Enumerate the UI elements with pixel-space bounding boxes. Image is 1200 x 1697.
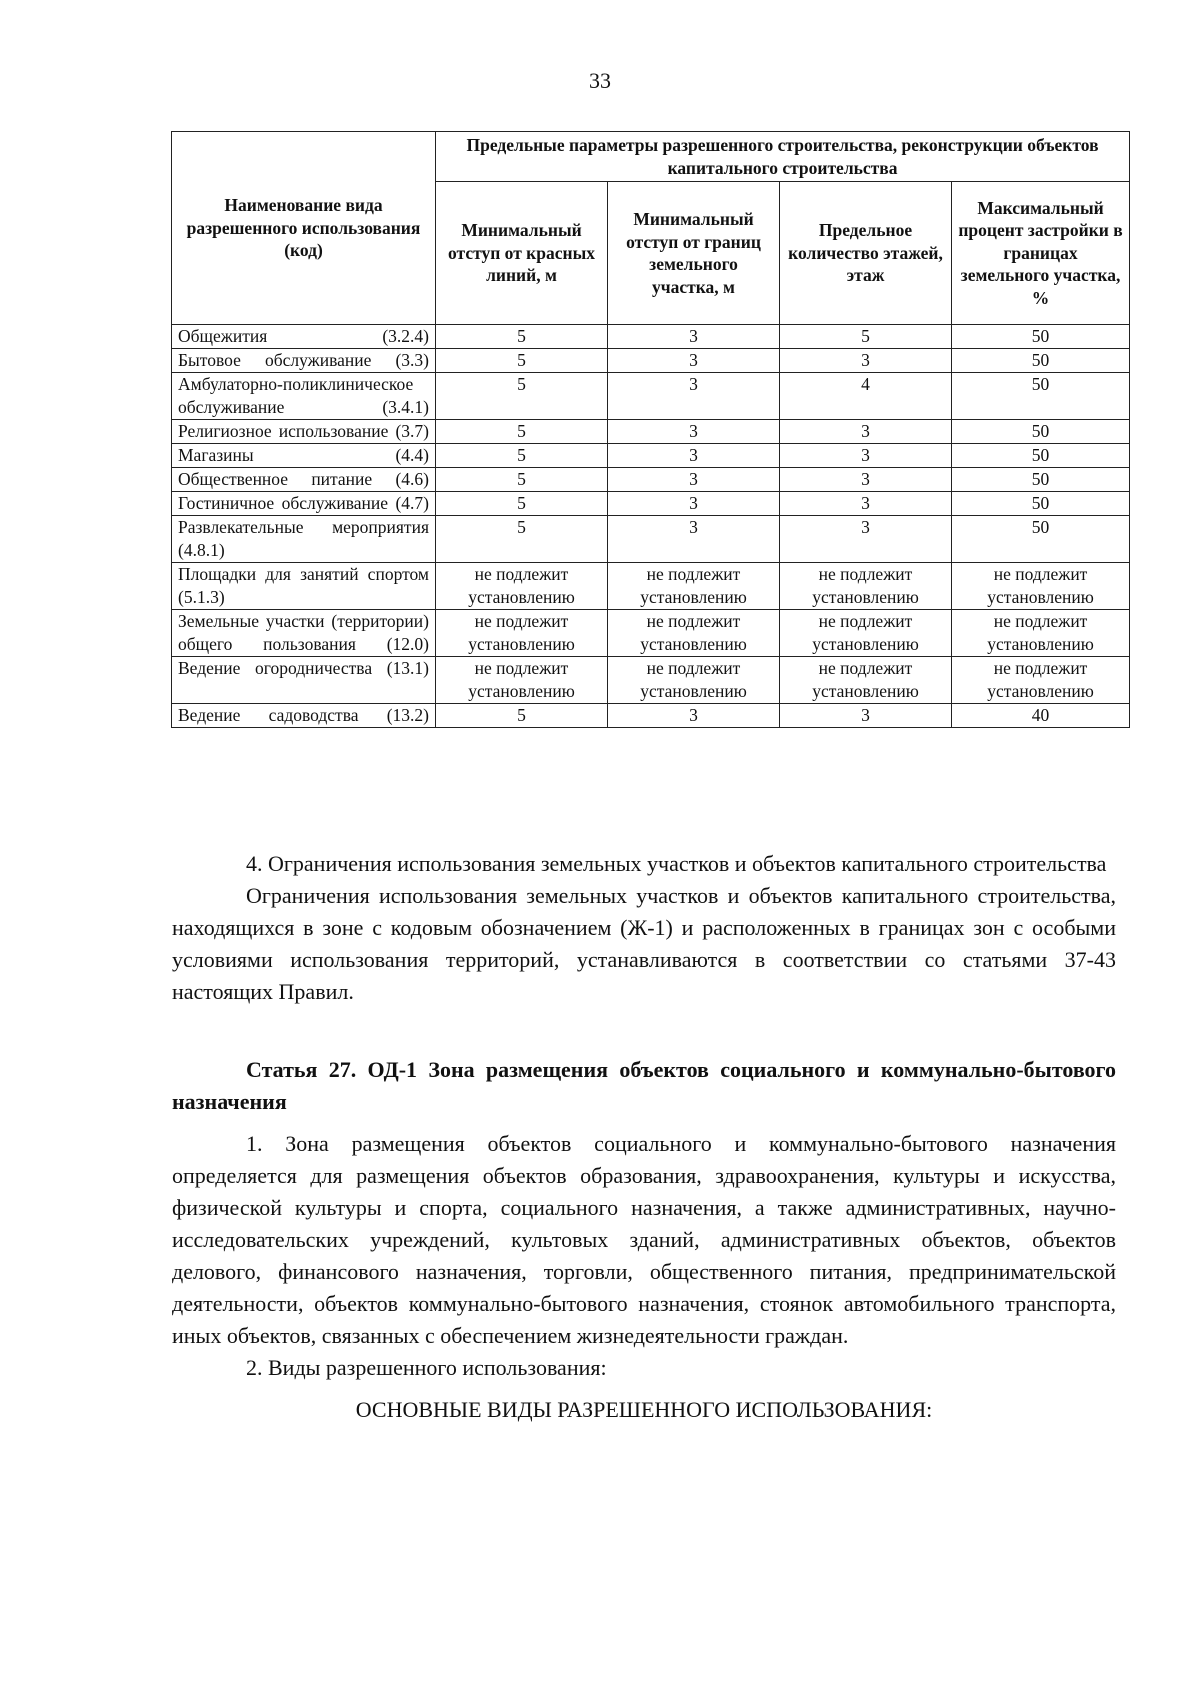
table-body [172, 325, 1130, 728]
article-27 [172, 1054, 1116, 1426]
row-value: 3 [608, 349, 780, 373]
row-value: 3 [608, 492, 780, 516]
table-row [172, 444, 1130, 468]
row-name: Общественное питание (4.6) [172, 468, 436, 492]
row-name: Магазины (4.4) [172, 444, 436, 468]
row-value: 4 [780, 373, 952, 420]
row-value: 5 [436, 468, 608, 492]
row-value: не подлежит установлению [608, 657, 780, 704]
row-name: Амбулаторно-поликлиническое обслуживание (3.4.1) [172, 373, 436, 420]
article-27-paragraph-1: 1. Зона размещения объектов социального и коммунально-бытового назначения определяется для размещения объектов образования, здравоохранения, культуры и искусства, физической культуры и спорта, социального назначения, а также административных, научно-исследовательских учреждений, культовых зданий, административных объектов, объектов делового, финансового назначения, торговли, общественного питания, предпринимательской деятельности, объектов коммунально-бытового назначения, стоянок автомобильного транспорта, иных объектов, связанных с обеспечением жизнедеятельности граждан. [172, 1131, 1116, 1348]
row-value: не подлежит установлению [952, 610, 1130, 657]
row-name: Земельные участки (территории) общего пользования (12.0) [172, 610, 436, 657]
row-value: 50 [952, 349, 1130, 373]
row-value: не подлежит установлению [608, 563, 780, 610]
table-row [172, 563, 1130, 610]
row-value: не подлежит установлению [952, 563, 1130, 610]
row-value: 3 [780, 420, 952, 444]
row-value: 3 [780, 492, 952, 516]
row-value: не подлежит установлению [952, 657, 1130, 704]
row-value: 3 [608, 420, 780, 444]
table-row [172, 468, 1130, 492]
row-value: не подлежит установлению [780, 657, 952, 704]
row-name: Ведение садоводства (13.2) [172, 704, 436, 728]
row-value: 5 [436, 349, 608, 373]
row-value: 3 [780, 349, 952, 373]
row-value: 5 [436, 444, 608, 468]
row-value: 5 [436, 492, 608, 516]
table-row [172, 516, 1130, 563]
table-row [172, 420, 1130, 444]
row-value: 5 [436, 325, 608, 349]
row-value: 3 [780, 468, 952, 492]
page-number: 33 [589, 68, 611, 93]
article-27-subheading: ОСНОВНЫЕ ВИДЫ РАЗРЕШЕННОГО ИСПОЛЬЗОВАНИЯ: [355, 1397, 933, 1422]
table-row [172, 492, 1130, 516]
row-name: Бытовое обслуживание (3.3) [172, 349, 436, 373]
row-value: 5 [780, 325, 952, 349]
row-value: 3 [780, 516, 952, 563]
row-value: 50 [952, 325, 1130, 349]
col-header-plot-borders: Минимальный отступ от границ земельного участка, м [608, 182, 780, 325]
table-row [172, 704, 1130, 728]
row-value: 3 [608, 468, 780, 492]
table-row [172, 325, 1130, 349]
row-value: 5 [436, 420, 608, 444]
section-4 [172, 848, 1116, 1008]
row-name: Религиозное использование (3.7) [172, 420, 436, 444]
table-row [172, 373, 1130, 420]
row-value: 3 [608, 325, 780, 349]
row-value: 3 [608, 444, 780, 468]
row-value: 5 [436, 373, 608, 420]
table-header-row [172, 132, 1130, 182]
section-4-title: 4. Ограничения использования земельных участков и объектов капитального строительства [246, 851, 1107, 876]
row-value: 50 [952, 492, 1130, 516]
row-name: Ведение огородничества (13.1) [172, 657, 436, 704]
row-value: 5 [436, 516, 608, 563]
row-value: 50 [952, 444, 1130, 468]
row-value: 5 [436, 704, 608, 728]
row-value: 50 [952, 373, 1130, 420]
row-name: Развлекательные мероприятия (4.8.1) [172, 516, 436, 563]
row-name: Общежития (3.2.4) [172, 325, 436, 349]
table-row [172, 610, 1130, 657]
col-header-coverage: Максимальный процент застройки в границах земельного участка, % [952, 182, 1130, 325]
row-value: не подлежит установлению [780, 563, 952, 610]
table-row [172, 657, 1130, 704]
row-value: 50 [952, 516, 1130, 563]
row-value: не подлежит установлению [436, 657, 608, 704]
row-name: Гостиничное обслуживание (4.7) [172, 492, 436, 516]
row-value: 3 [780, 444, 952, 468]
row-value: не подлежит установлению [780, 610, 952, 657]
row-value: 3 [608, 516, 780, 563]
section-4-text: Ограничения использования земельных участков и объектов капитального строительства, находящихся в зоне с кодовым обозначением (Ж-1) и расположенных в границах зон с особыми условиями использования территорий, устанавливаются в соответствии со статьями 37-43 настоящих Правил. [172, 883, 1116, 1004]
article-27-heading: Статья 27. ОД-1 Зона размещения объектов социального и коммунально-бытового назначения [172, 1057, 1116, 1114]
table-row [172, 349, 1130, 373]
row-value: не подлежит установлению [436, 563, 608, 610]
row-value: 3 [608, 704, 780, 728]
row-value: не подлежит установлению [608, 610, 780, 657]
row-name: Площадки для занятий спортом (5.1.3) [172, 563, 436, 610]
col-header-red-lines: Минимальный отступ от красных линий, м [436, 182, 608, 325]
col-header-floors: Предельное количество этажей, этаж [780, 182, 952, 325]
parameters-table [171, 131, 1130, 728]
group-header: Предельные параметры разрешенного строительства, реконструкции объектов капитального строительства [436, 132, 1130, 182]
article-27-paragraph-2: 2. Виды разрешенного использования: [246, 1355, 607, 1380]
row-value: 50 [952, 420, 1130, 444]
row-value: 3 [608, 373, 780, 420]
row-value: 40 [952, 704, 1130, 728]
name-column-header: Наименование вида разрешенного использования (код) [172, 132, 436, 325]
row-value: не подлежит установлению [436, 610, 608, 657]
row-value: 50 [952, 468, 1130, 492]
row-value: 3 [780, 704, 952, 728]
